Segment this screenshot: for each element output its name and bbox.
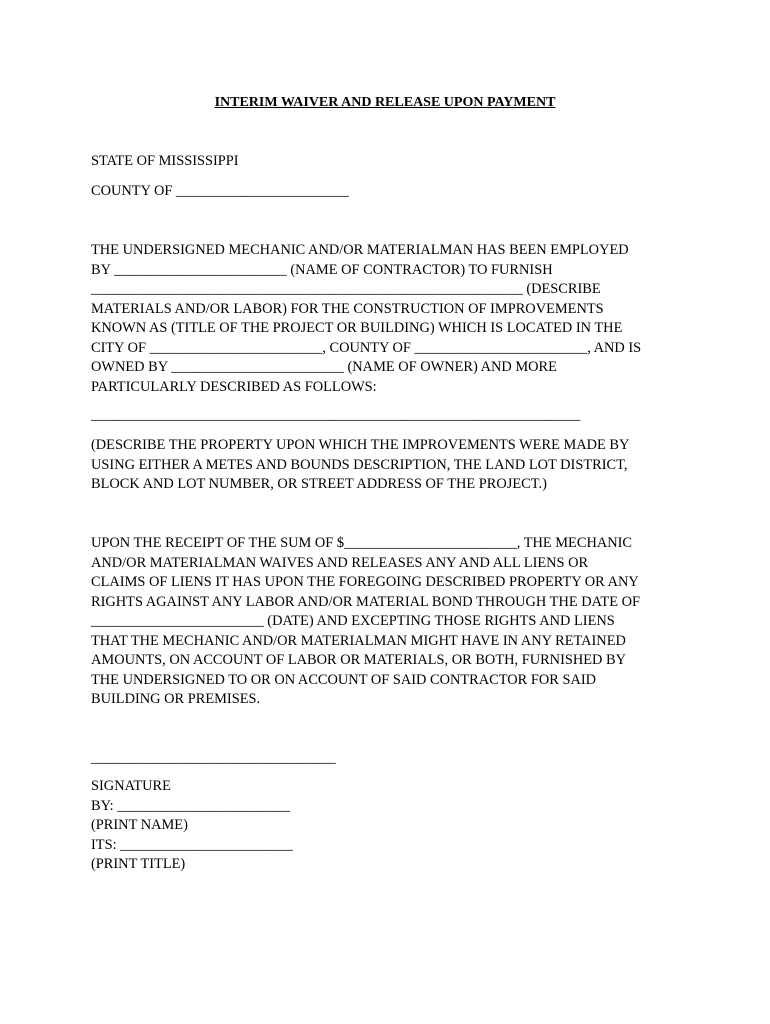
signature-line: __________________________________ <box>91 750 336 766</box>
county-line: COUNTY OF ________________________ <box>91 183 349 199</box>
paragraph1-line: PARTICULARLY DESCRIBED AS FOLLOWS: <box>91 378 377 395</box>
paragraph2-line: AND/OR MATERIALMAN WAIVES AND RELEASES ANY AND ALL LIENS OR <box>91 554 589 571</box>
paragraph2-line: BUILDING OR PREMISES. <box>91 691 261 707</box>
paragraph2-line: THE UNDERSIGNED TO OR ON ACCOUNT OF SAID CONTRACTOR FOR SAID <box>91 671 597 688</box>
state-line: STATE OF MISSISSIPPI <box>91 153 239 169</box>
paragraph2-line: ________________________ (DATE) AND EXCEPTING THOSE RIGHTS AND LIENS <box>91 613 615 629</box>
document-title: INTERIM WAIVER AND RELEASE UPON PAYMENT <box>214 95 556 110</box>
paragraph1-line: KNOWN AS (TITLE OF THE PROJECT OR BUILDING) WHICH IS LOCATED IN THE <box>91 320 623 336</box>
paragraph2-line: UPON THE RECEIPT OF THE SUM OF $________________________, THE MECHANIC <box>91 535 633 551</box>
paragraph2-line: RIGHTS AGAINST ANY LABOR AND/OR MATERIAL BOND THROUGH THE DATE OF <box>91 593 640 610</box>
property-instruction-line: BLOCK AND LOT NUMBER, OR STREET ADDRESS OF THE PROJECT.) <box>91 476 547 492</box>
signer-name-field: BY: ________________________ <box>91 797 290 814</box>
property-instruction-line: (DESCRIBE THE PROPERTY UPON WHICH THE IMPROVEMENTS WERE MADE BY <box>91 437 630 453</box>
signer-title-field: ITS: ________________________ <box>91 836 293 853</box>
paragraph1-line: OWNED BY ________________________ (NAME OF OWNER) AND MORE <box>91 359 557 375</box>
paragraph1-line: MATERIALS AND/OR LABOR) FOR THE CONSTRUCTION OF IMPROVEMENTS <box>91 300 604 317</box>
paragraph1-line: THE UNDERSIGNED MECHANIC AND/OR MATERIALMAN HAS BEEN EMPLOYED <box>91 242 629 258</box>
paragraph1-line: BY ________________________ (NAME OF CONTRACTOR) TO FURNISH <box>91 261 553 278</box>
paragraph1-line: ____________________________________________________________ (DESCRIBE <box>91 281 601 297</box>
paragraph2-line: THAT THE MECHANIC AND/OR MATERIALMAN MIGHT HAVE IN ANY RETAINED <box>91 632 626 649</box>
paragraph2-line: CLAIMS OF LIENS IT HAS UPON THE FOREGOING DESCRIBED PROPERTY OR ANY <box>91 574 639 590</box>
property-instruction-line: USING EITHER A METES AND BOUNDS DESCRIPTION, THE LAND LOT DISTRICT, <box>91 456 628 473</box>
print-name-label: (PRINT NAME) <box>91 817 188 833</box>
print-title-label: (PRINT TITLE) <box>91 856 186 872</box>
paragraph2-line: AMOUNTS, ON ACCOUNT OF LABOR OR MATERIALS, OR BOTH, FURNISHED BY <box>91 652 627 668</box>
signature-label: SIGNATURE <box>91 778 171 794</box>
paragraph1-line: CITY OF ________________________, COUNTY OF ________________________, AND IS <box>91 339 642 356</box>
property-description-blank: ____________________________________________________________________ <box>91 407 581 423</box>
